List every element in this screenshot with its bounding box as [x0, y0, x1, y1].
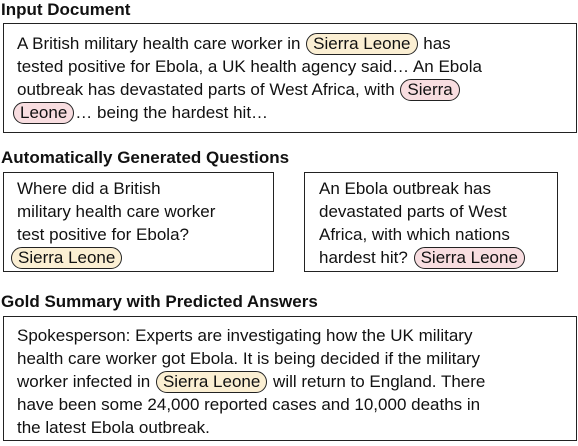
question-2-text-4: hardest hit? — [319, 248, 408, 267]
entity-sierra-leone-1: Sierra Leone — [306, 33, 417, 55]
entity-sierra-leone-2-part-1: Sierra — [400, 79, 459, 101]
input-text-4: outbreak has devastated parts of West Africa, with — [17, 80, 395, 99]
question-2-line-3: Africa, with which nations — [319, 225, 510, 244]
summary-line-3 — [17, 370, 568, 393]
question-2-line-1: An Ebola outbreak has — [319, 179, 492, 198]
question-1-line-1: Where did a British — [17, 179, 161, 198]
input-document-box — [3, 23, 577, 133]
question-1-line-3: test positive for Ebola? — [17, 225, 189, 244]
summary-line-4: have been some 24,000 reported cases and 10,000 deaths in — [17, 395, 481, 414]
questions-heading: Automatically Generated Questions — [1, 148, 290, 167]
summary-heading: Gold Summary with Predicted Answers — [1, 292, 318, 311]
question-1-line-2: military health care worker — [17, 202, 216, 221]
question-1-answer-line — [17, 246, 265, 269]
question-box-2 — [304, 172, 558, 272]
summary-line-1: Spokesperson: Experts are investigating how the UK military — [17, 326, 473, 345]
input-line-1 — [17, 32, 566, 55]
question-2-line-2: devastated parts of West — [319, 202, 507, 221]
summary-line-5: the latest Ebola outbreak. — [17, 418, 210, 437]
answer-sierra-leone-1: Sierra Leone — [11, 247, 122, 269]
input-line-4 — [17, 101, 566, 124]
summary-line-2: health care worker got Ebola. It is being decided if the military — [17, 349, 481, 368]
input-line-2: tested positive for Ebola, a UK health agency said… An Ebola — [17, 57, 482, 76]
entity-sierra-leone-2-part-2: Leone — [13, 102, 74, 124]
summary-box — [3, 316, 577, 441]
summary-text-3a: worker infected in — [17, 372, 151, 391]
question-box-1 — [3, 172, 274, 272]
input-text-2: has — [423, 34, 451, 53]
input-text-1: A British military health care worker in — [17, 34, 301, 53]
answer-sierra-leone-2: Sierra Leone — [414, 247, 525, 269]
input-line-3 — [17, 78, 566, 101]
summary-text-3b: will return to England. There — [273, 372, 486, 391]
question-2-line-4 — [319, 246, 551, 269]
input-document-heading: Input Document — [1, 0, 131, 19]
summary-entity-sierra-leone: Sierra Leone — [156, 371, 267, 393]
input-text-5: … being the hardest hit… — [75, 103, 269, 122]
